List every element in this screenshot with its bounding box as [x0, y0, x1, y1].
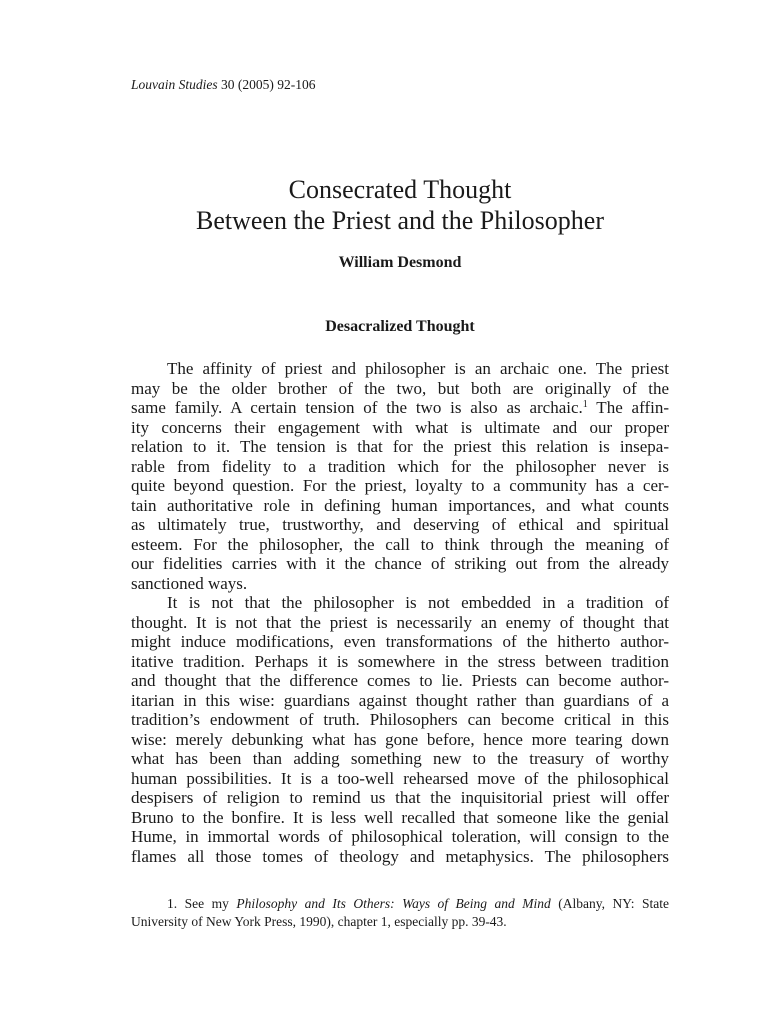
footnote-number: 1. — [167, 896, 178, 911]
body-line-tail: The affin- — [587, 398, 669, 417]
footnote-text: (Albany, NY: State — [550, 896, 669, 911]
body-line: itative tradition. Perhaps it is somewhere in the stress between tradition — [131, 651, 669, 671]
footnote-book-title: Philosophy and Its Others: Ways of Being and Mind — [236, 896, 551, 911]
body-line: sanctioned ways. — [131, 573, 248, 593]
body-line: as ultimately true, trustworthy, and deserving of ethical and spiritual — [131, 515, 669, 534]
body-line: Hume, in immortal words of philosophical toleration, will consign to the — [131, 827, 669, 846]
body-line: rable from fidelity to a tradition which for the philosopher never is — [131, 456, 669, 476]
body-line: The affinity of priest and philosopher is an archaic one. The priest — [167, 359, 669, 378]
body-line: tain authoritative role in defining human importances, and what counts — [131, 495, 669, 515]
author-name: William Desmond — [338, 254, 462, 271]
body-line — [131, 398, 669, 418]
body-line: itarian in this wise: guardians against thought rather than guardians of a — [131, 690, 669, 710]
body-line: relation to it. The tension is that for the priest this relation is insepa- — [131, 437, 669, 456]
body-line: wise: merely debunking what has gone before, hence more tearing down — [131, 729, 669, 749]
body-line: may be the older brother of the two, but both are originally of the — [131, 378, 669, 398]
journal-name: Louvain Studies — [131, 77, 218, 92]
body-line: human possibilities. It is a too-well rehearsed move of the philosophical — [131, 768, 669, 788]
body-line: flames all those tomes of theology and metaphysics. The philosophers — [131, 846, 669, 866]
body-line: despisers of religion to remind us that the inquisitorial priest will offer — [131, 788, 669, 807]
body-line: quite beyond question. For the priest, loyalty to a community has a cer- — [131, 476, 669, 495]
article-title — [131, 174, 669, 236]
body-text — [131, 359, 669, 866]
body-line: ity concerns their engagement with what is ultimate and our proper — [131, 417, 669, 437]
body-line: and thought that the difference comes to lie. Priests can become author- — [131, 671, 669, 690]
title-line-1: Consecrated Thought — [288, 175, 512, 204]
title-line-2: Between the Priest and the Philosopher — [196, 206, 604, 235]
body-line: thought. It is not that the priest is necessarily an enemy of thought that — [131, 612, 669, 632]
running-head — [131, 76, 316, 94]
footnote-marker[interactable]: 1 — [582, 399, 588, 410]
section-heading: Desacralized Thought — [325, 318, 475, 335]
body-line-text: same family. A certain tension of the two is also as archaic. — [131, 398, 583, 417]
document-page — [131, 0, 669, 1024]
footnote-text: See my — [177, 896, 237, 911]
body-line: might induce modifications, even transformations of the hitherto author- — [131, 632, 669, 651]
body-line: Bruno to the bonfire. It is less well recalled that someone like the genial — [131, 807, 669, 827]
footnote-line — [131, 895, 669, 913]
footnote-line: University of New York Press, 1990), chapter 1, especially pp. 39-43. — [131, 914, 507, 929]
body-line: what has been than adding something new to the treasury of worthy — [131, 749, 669, 768]
journal-citation: 30 (2005) 92-106 — [217, 77, 316, 92]
body-line: It is not that the philosopher is not embedded in a tradition of — [167, 593, 669, 612]
body-line: esteem. For the philosopher, the call to think through the meaning of — [131, 534, 669, 554]
body-line: our fidelities carries with it the chance of striking out from the already — [131, 554, 669, 573]
body-line: tradition’s endowment of truth. Philosophers can become critical in this — [131, 710, 669, 729]
footnote — [131, 895, 669, 931]
